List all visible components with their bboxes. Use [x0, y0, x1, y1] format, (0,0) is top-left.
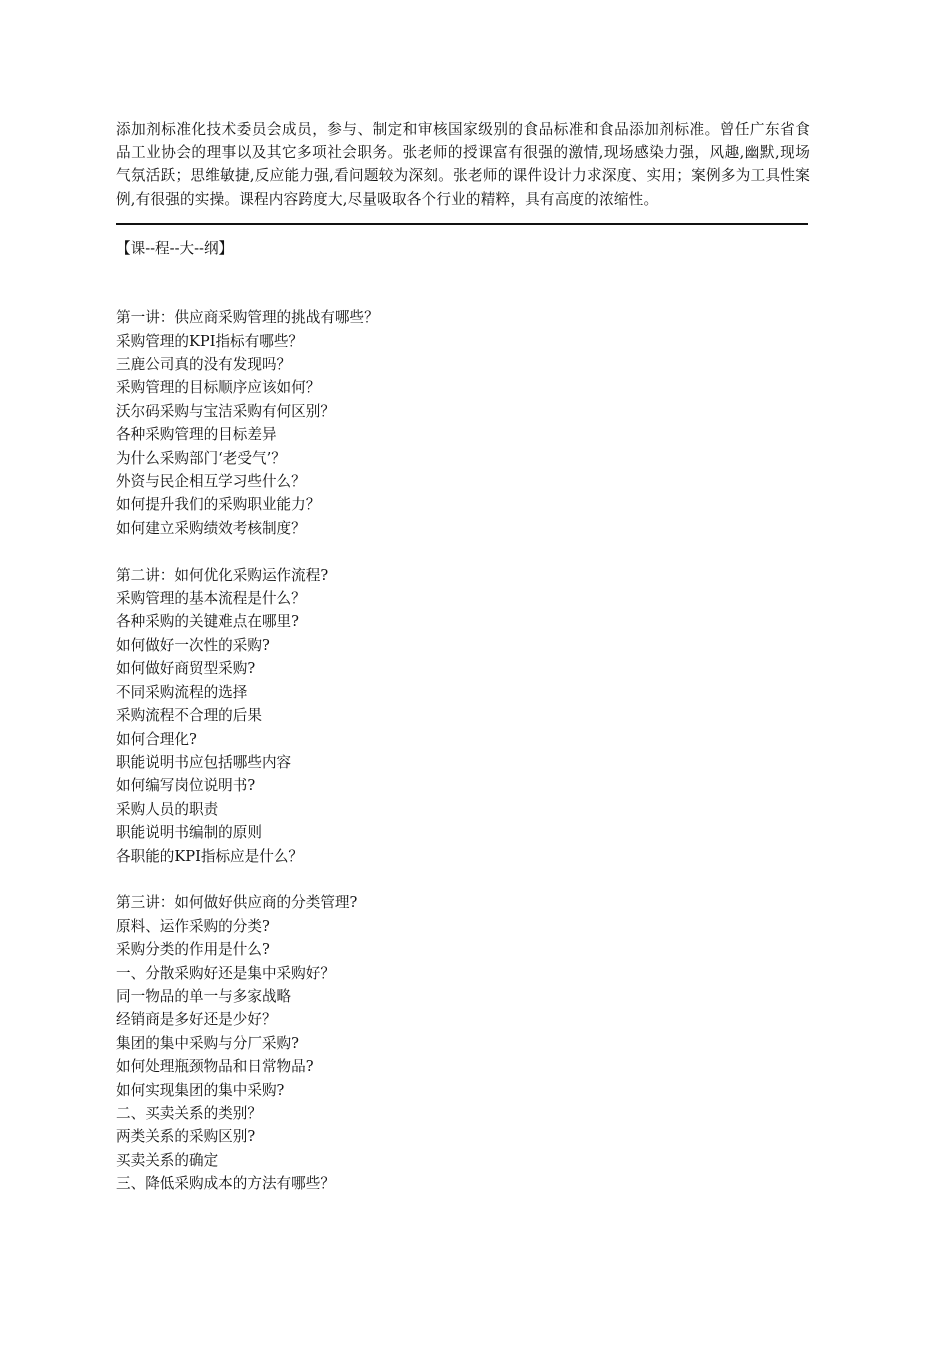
list-item: 如何实现集团的集中采购? — [116, 1081, 285, 1099]
list-item: 采购管理的目标顺序应该如何？ — [116, 379, 321, 397]
outline-sections — [116, 306, 810, 1195]
horizontal-divider — [116, 223, 808, 225]
list-item: 采购管理的基本流程是什么？ — [116, 590, 306, 608]
list-item: 不同采购流程的选择 — [116, 683, 248, 701]
lecture-3-heading: 第三讲：如何做好供应商的分类管理? — [116, 894, 358, 912]
list-item: 如何处理瓶颈物品和日常物品? — [116, 1058, 314, 1076]
list-item: 采购流程不合理的后果 — [116, 707, 262, 725]
list-item: 各职能的KPI指标应是什么？ — [116, 847, 304, 865]
list-item: 职能说明书应包括哪些内容 — [116, 753, 292, 771]
list-item: 如何做好商贸型采购? — [116, 660, 256, 678]
document-page — [116, 118, 810, 1219]
list-item: 为什么采购部门‘老受气’？ — [116, 449, 286, 467]
lecture-1-section — [116, 306, 810, 540]
list-item: 经销商是多好还是少好？ — [116, 1011, 277, 1029]
list-item: 同一物品的单一与多家战略 — [116, 987, 292, 1005]
lecture-2-heading: 第二讲：如何优化采购运作流程? — [116, 566, 329, 584]
list-item: 两类关系的采购区别? — [116, 1128, 256, 1146]
lecture-1-heading: 第一讲：供应商采购管理的挑战有哪些？ — [116, 309, 379, 327]
list-item: 二、买卖关系的类别？ — [116, 1105, 262, 1122]
list-item: 采购分类的作用是什么? — [116, 941, 270, 959]
lecture-2-section — [116, 564, 810, 868]
list-item: 如何编写岗位说明书? — [116, 777, 256, 795]
list-item: 各种采购的关键难点在哪里? — [116, 613, 299, 631]
list-item: 一、分散采购好还是集中采购好？ — [116, 964, 335, 982]
list-item: 原料、运作采购的分类? — [116, 917, 270, 935]
list-item: 三鹿公司真的没有发现吗？ — [116, 356, 292, 374]
list-item: 三、降低采购成本的方法有哪些？ — [116, 1175, 335, 1193]
list-item: 买卖关系的确定 — [116, 1151, 219, 1169]
list-item: 如何提升我们的采购职业能力？ — [116, 496, 321, 514]
instructor-intro-paragraph: 添加剂标准化技术委员会成员，参与、制定和审核国家级别的食品标准和食品添加剂标准。曾任广东省食品工业协会的理事以及其它多项社会职务。张老师的授课富有很强的激情,现场感染力强，风趣,幽默,现场气氛活跃；思维敏捷,反应能力强,看问题较为深刻。张老师的课件设计力求深度、实用；案例多为工具性案例,有很强的实操。课程内容跨度大,尽量吸取各个行业的精粹，具有高度的浓缩性。 — [116, 121, 810, 208]
list-item: 各种采购管理的目标差异 — [116, 426, 277, 444]
list-item: 沃尔码采购与宝洁采购有何区别？ — [116, 402, 335, 420]
list-item: 采购人员的职责 — [116, 800, 219, 818]
list-item: 如何合理化? — [116, 730, 197, 748]
list-item: 集团的集中采购与分厂采购? — [116, 1034, 299, 1052]
lecture-3-section — [116, 891, 810, 1195]
course-outline-title: 【课--程--大--纲】 — [116, 239, 234, 257]
list-item: 如何建立采购绩效考核制度？ — [116, 519, 306, 537]
list-item: 外资与民企相互学习些什么？ — [116, 473, 306, 491]
list-item: 职能说明书编制的原则 — [116, 824, 262, 842]
list-item: 采购管理的KPI指标有哪些？ — [116, 332, 304, 350]
list-item: 如何做好一次性的采购? — [116, 636, 270, 654]
